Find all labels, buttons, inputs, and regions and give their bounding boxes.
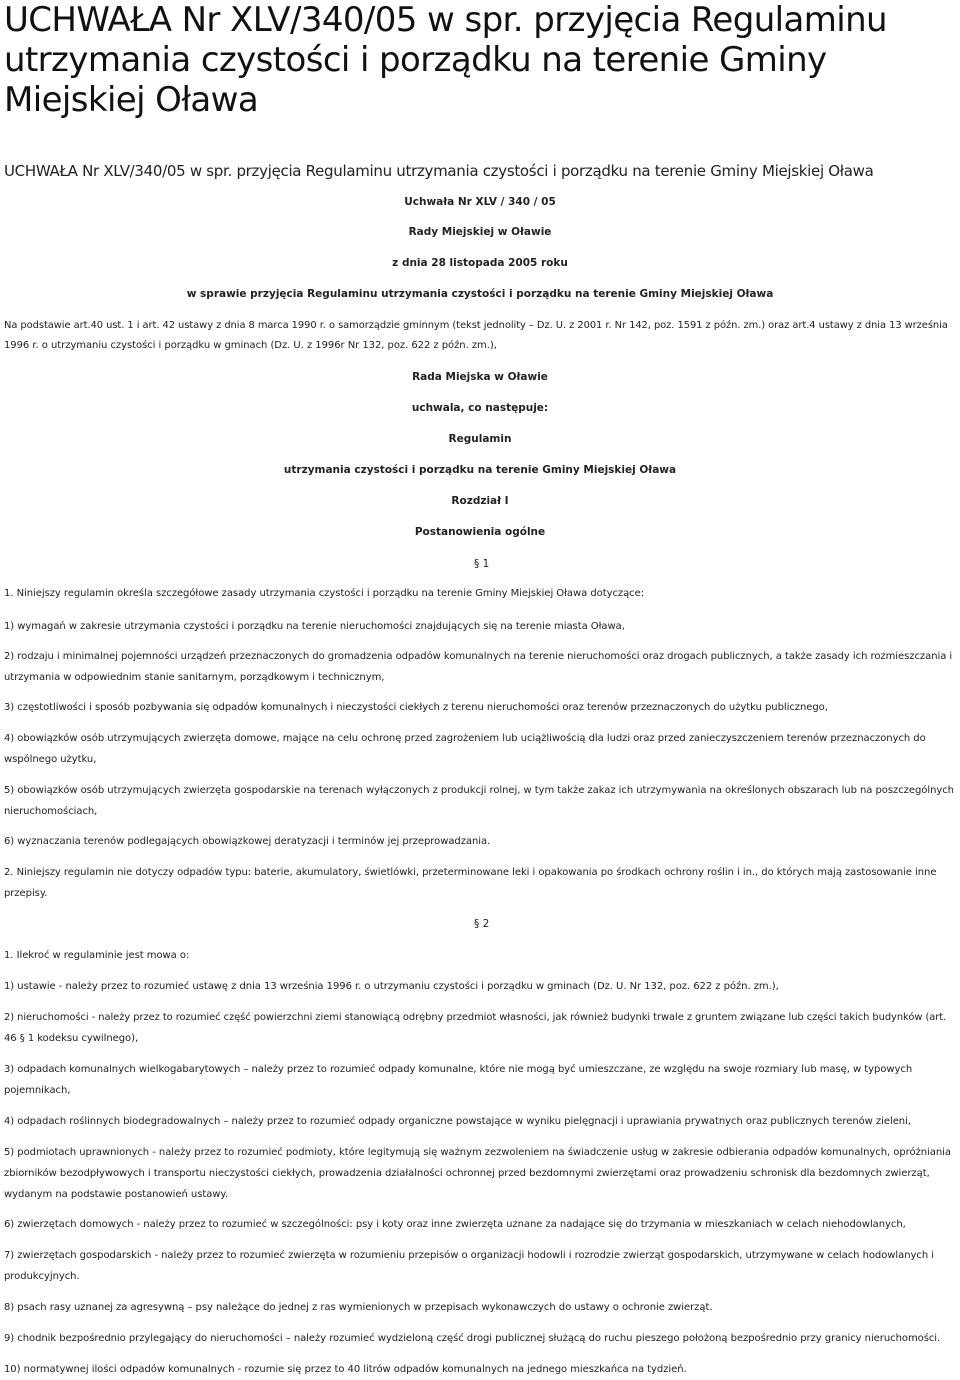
council-resolves-heading: Rada Miejska w Oławie bbox=[412, 371, 548, 383]
par2-line: 6) zwierzętach domowych - należy przez to rozumieć w szczególności: psy i koty oraz inne zwierzęta uznane za nadające się do trzymania w mieszkaniach w celach niehodowlanych, bbox=[4, 1219, 906, 1230]
par2-line: 3) odpadach komunalnych wielkogabarytowych – należy przez to rozumieć odpady komunalne, które nie mogą być umieszczane, ze względu na swoje rozmiary lub masę, w typowych bbox=[4, 1064, 913, 1075]
regulation-heading: Regulamin bbox=[448, 433, 512, 445]
resolution-number: Uchwała Nr XLV / 340 / 05 bbox=[404, 196, 556, 208]
par2-line: produkcyjnych. bbox=[4, 1271, 80, 1282]
regulation-subheading: utrzymania czystości i porządku na terenie Gminy Miejskiej Oława bbox=[283, 464, 677, 476]
par1-line: 6) wyznaczania terenów podlegających obowiązkowej deratyzacji i terminów jej przeprowadzania. bbox=[4, 836, 491, 847]
par1-line: 3) częstotliwości i sposób pozbywania się odpadów komunalnych i nieczystości ciekłych z terenu nieruchomości oraz terenów przeznaczonych do użytku publicznego, bbox=[4, 702, 828, 713]
council-name: Rady Miejskiej w Oławie bbox=[408, 226, 552, 238]
page-title: UCHWAŁA Nr XLV/340/05 w spr. przyjęcia Regulaminu utrzymania czystości i porządku na terenie Gminy Miejskiej Oława bbox=[4, 0, 887, 120]
paragraph-2-sign: § 2 bbox=[474, 918, 490, 930]
par1-line: 1) wymagań w zakresie utrzymania czystości i porządku na terenie nieruchomości znajdujących się na terenie miasta Oława, bbox=[4, 621, 625, 632]
par2-line: 5) podmiotach uprawnionych - należy przez to rozumieć podmioty, które legitymują się ważnym zezwoleniem na świadczenie usług w zakresie odbierania odpadów komunalnych, opróżniania bbox=[4, 1147, 951, 1158]
par1-line: 2. Niniejszy regulamin nie dotyczy odpadów typu: baterie, akumulatory, świetlówki, przeterminowane leki i opakowania po środkach ochrony roślin i in., do których mają zastosowanie inne bbox=[4, 867, 937, 878]
par1-line: 2) rodzaju i minimalnej pojemności urządzeń przeznaczonych do gromadzenia odpadów komunalnych na terenie nieruchomości oraz drogach publicznych, a także zasady ich rozmieszczania i bbox=[4, 651, 953, 662]
par2-line: wydanym na podstawie postanowień ustawy. bbox=[4, 1189, 229, 1200]
document-subtitle: UCHWAŁA Nr XLV/340/05 w spr. przyjęcia Regulaminu utrzymania czystości i porządku na terenie Gminy Miejskiej Oława bbox=[4, 162, 874, 180]
general-provisions-heading: Postanowienia ogólne bbox=[414, 526, 546, 538]
par1-line: wspólnego użytku, bbox=[4, 754, 97, 765]
par2-line: 46 § 1 kodeksu cywilnego), bbox=[4, 1033, 139, 1044]
par2-line: 10) normatywnej ilości odpadów komunalnych - rozumie się przez to 40 litrów odpadów komunalnych na jednego mieszkańca na tydzień. bbox=[4, 1364, 687, 1375]
preamble-line-1: Na podstawie art.40 ust. 1 i art. 42 ustawy z dnia 8 marca 1990 r. o samorządzie gminnym (tekst jednolity – Dz. U. z 2001 r. Nr 142, poz. 1591 z późn. zm.) oraz art.4 ustawy z dnia 13 września bbox=[4, 320, 948, 331]
par2-line: 7) zwierzętach gospodarskich - należy przez to rozumieć zwierzęta w rozumieniu przepisów o organizacji hodowli i rozrodzie zwierząt gospodarskich, utrzymywane w celach hodowlanych i bbox=[4, 1250, 934, 1261]
par1-line: nieruchomościach, bbox=[4, 806, 98, 817]
par2-line: 4) odpadach roślinnych biodegradowalnych – należy przez to rozumieć odpady organiczne powstające w wyniku pielęgnacji i uprawiania prywatnych oraz publicznych terenów zieleni, bbox=[4, 1116, 911, 1127]
preamble-line-2: 1996 r. o utrzymaniu czystości i porządku w gminach (Dz. U. z 1996r Nr 132, poz. 622 z późn. zm.), bbox=[4, 340, 497, 351]
par2-line: zbiorników bezodpływowych i transportu nieczystości ciekłych, prowadzenia działalności ochronnej przed bezdomnymi zwierzętami oraz prowadzeniu schronisk dla bezdomnych zwierząt, bbox=[4, 1168, 930, 1179]
par2-line: 1) ustawie - należy przez to rozumieć ustawę z dnia 13 września 1996 r. o utrzymaniu czystości i porządku w gminach (Dz. U. Nr 132, poz. 622 z późn. zm.), bbox=[4, 981, 779, 992]
par1-line: przepisy. bbox=[4, 888, 48, 899]
chapter-heading: Rozdział I bbox=[451, 495, 509, 507]
resolution-date: z dnia 28 listopada 2005 roku bbox=[392, 257, 568, 269]
par2-line: pojemnikach, bbox=[4, 1085, 71, 1096]
par2-line: 8) psach rasy uznanej za agresywną – psy należące do jednej z ras wymienionych w przepisach wykonawczych do ustawy o ochronie zwierząt. bbox=[4, 1302, 713, 1313]
resolution-subject: w sprawie przyjęcia Regulaminu utrzymania czystości i porządku na terenie Gminy Miejskiej Oława bbox=[186, 288, 774, 300]
resolves-text: uchwala, co następuje: bbox=[411, 402, 549, 414]
par2-line: 2) nieruchomości - należy przez to rozumieć część powierzchni ziemi stanowiącą odrębny przedmiot własności, jak również budynki trwale z gruntem związane lub części takich budynków (art. bbox=[4, 1012, 947, 1023]
par1-line: utrzymania w odpowiednim stanie sanitarnym, porządkowym i technicznym, bbox=[4, 672, 385, 683]
par1-line: 5) obowiązków osób utrzymujących zwierzęta gospodarskie na terenach wyłączonych z produkcji rolnej, w tym także zakaz ich utrzymywania na określonych obszarach lub na poszczególnych bbox=[4, 785, 954, 796]
par2-line: 1. Ilekroć w regulaminie jest mowa o: bbox=[4, 950, 190, 961]
par1-line: 1. Niniejszy regulamin określa szczegółowe zasady utrzymania czystości i porządku na terenie Gminy Miejskiej Oława dotyczące: bbox=[4, 588, 645, 599]
par1-line: 4) obowiązków osób utrzymujących zwierzęta domowe, mające na celu ochronę przed zagrożeniem lub uciążliwością dla ludzi oraz przed zanieczyszczeniem terenów przeznaczonych do bbox=[4, 733, 926, 744]
paragraph-1-sign: § 1 bbox=[474, 558, 490, 570]
par2-line: 9) chodnik bezpośrednio przylegający do nieruchomości – należy rozumieć wydzieloną część drogi publicznej służącą do ruchu pieszego położoną bezpośrednio przy granicy nieruchomości. bbox=[4, 1333, 941, 1344]
